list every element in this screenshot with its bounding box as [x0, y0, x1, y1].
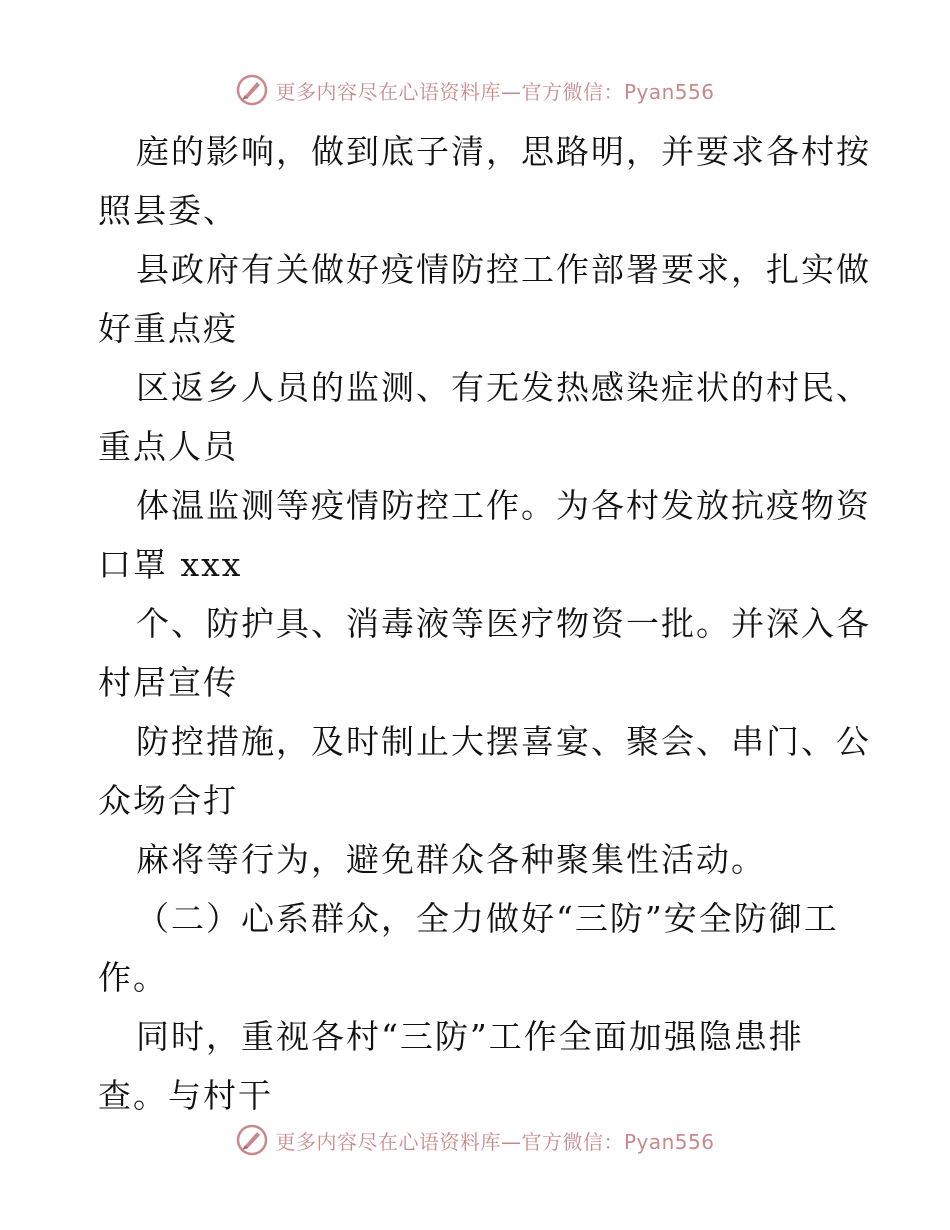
text-line: 口罩 xxx: [98, 545, 243, 584]
text-line: 区返乡人员的监测、有无发热感染症状的村民、: [136, 368, 871, 407]
text-line: 县政府有关做好疫情防控工作部署要求，扎实做: [136, 250, 871, 289]
text-line: 查。与村干: [98, 1076, 273, 1115]
text-line: 个、防护具、消毒液等医疗物资一批。并深入各: [136, 604, 871, 643]
text-line: 好重点疫: [98, 309, 238, 348]
header-watermark: [0, 72, 950, 108]
text-line: 照县委、: [98, 191, 238, 230]
text-line: 同时，重视各村“三防”工作全面加强隐患排: [136, 1017, 804, 1056]
logo-icon: [235, 73, 269, 107]
footer-watermark-text: 更多内容尽在心语资料库—官方微信：Pyan556: [275, 1129, 715, 1154]
text-line: 防控措施，及时制止大摆喜宴、聚会、串门、公: [136, 722, 871, 761]
document-body: [98, 122, 871, 1125]
header-watermark-text: 更多内容尽在心语资料库—官方微信：Pyan556: [275, 79, 715, 104]
text-line: 体温监测等疫情防控工作。为各村发放抗疫物资: [136, 486, 871, 525]
text-line: 重点人员: [98, 427, 238, 466]
text-line: 麻将等行为，避免群众各种聚集性活动。: [136, 840, 766, 879]
logo-icon: [235, 1123, 269, 1157]
text-line: 村居宣传: [98, 663, 238, 702]
text-line: 众场合打: [98, 781, 238, 820]
text-line: 作。: [98, 958, 168, 997]
text-line: （二）心系群众，全力做好“三防”安全防御工: [136, 899, 839, 938]
text-line: 庭的影响，做到底子清，思路明，并要求各村按: [136, 132, 871, 171]
footer-watermark: [0, 1122, 950, 1158]
